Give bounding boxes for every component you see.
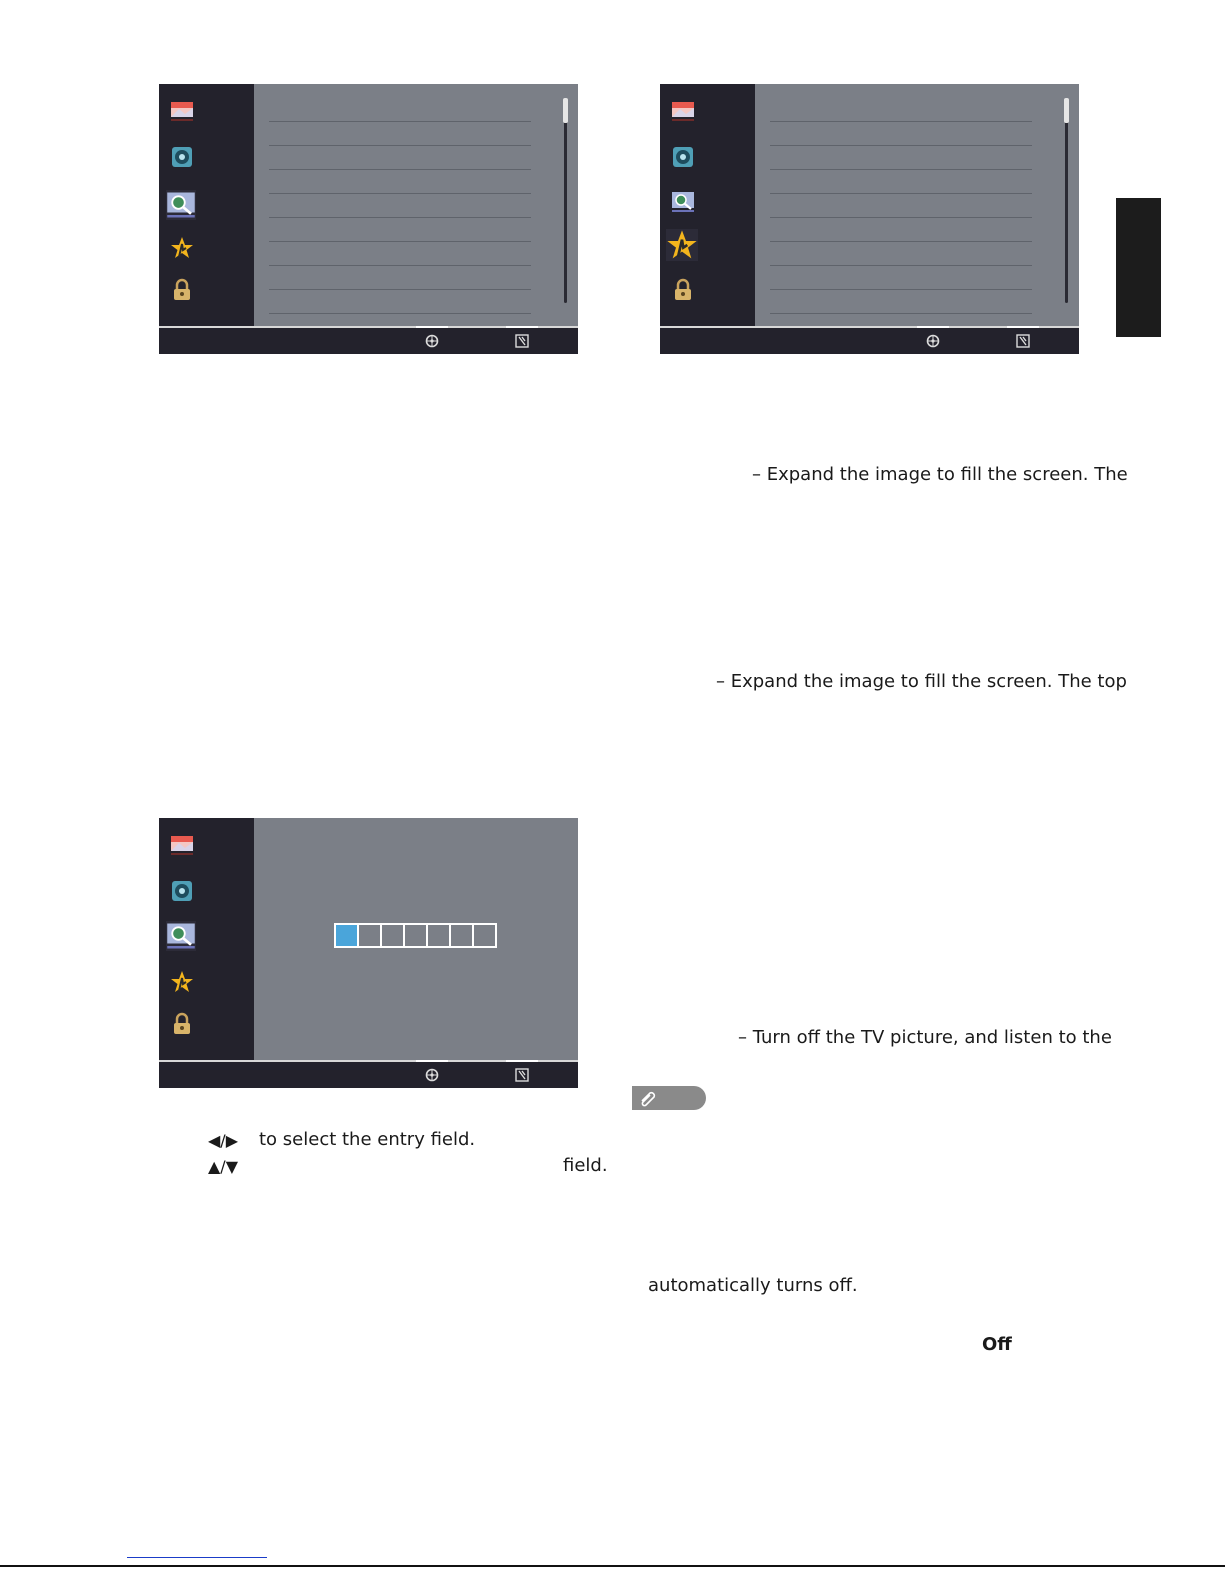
menu-row[interactable] <box>770 98 1032 122</box>
scrollbar-thumb[interactable] <box>563 98 568 123</box>
options-button[interactable] <box>416 326 448 354</box>
menu-row[interactable] <box>269 266 531 290</box>
scrollbar-thumb[interactable] <box>1064 98 1069 123</box>
turn-off-text: – Turn off the TV picture, and listen to the <box>738 1027 1112 1048</box>
menu-row[interactable] <box>269 170 531 194</box>
menu-screenshot-1 <box>159 84 578 354</box>
menu-row[interactable] <box>269 242 531 266</box>
menu-row[interactable] <box>770 218 1032 242</box>
menu-sidebar <box>660 84 755 328</box>
options-icon <box>425 1068 439 1082</box>
star-icon <box>170 236 194 260</box>
menu-sidebar <box>159 818 254 1062</box>
menu-bottom-bar <box>159 1060 578 1088</box>
footer-link-underline[interactable] <box>127 1557 267 1558</box>
note-badge <box>632 1086 706 1110</box>
screen-search-icon <box>166 921 196 951</box>
exit-button[interactable] <box>1007 326 1039 354</box>
menu-rows <box>770 98 1032 314</box>
lock-icon <box>671 278 695 302</box>
pin-entry-field[interactable] <box>334 923 497 948</box>
expand-text-1: – Expand the image to fill the screen. The <box>752 464 1128 485</box>
picture-icon <box>170 99 194 123</box>
options-icon <box>926 334 940 348</box>
pin-cell[interactable] <box>428 925 451 946</box>
auto-off-text: automatically turns off. <box>648 1275 858 1296</box>
pin-cell[interactable] <box>405 925 428 946</box>
scrollbar[interactable] <box>564 98 567 303</box>
picture-icon <box>170 833 194 857</box>
exit-icon <box>1016 334 1030 348</box>
menu-row[interactable] <box>269 98 531 122</box>
star-icon <box>666 229 698 261</box>
menu-row[interactable] <box>770 194 1032 218</box>
menu-bottom-bar <box>159 326 578 354</box>
picture-icon <box>671 99 695 123</box>
screen-search-icon <box>166 190 196 220</box>
exit-icon <box>515 1068 529 1082</box>
menu-screenshot-pin <box>159 818 578 1088</box>
audio-icon <box>170 145 194 169</box>
screen-search-icon <box>671 190 695 214</box>
menu-row[interactable] <box>770 122 1032 146</box>
exit-icon <box>515 334 529 348</box>
menu-row[interactable] <box>269 146 531 170</box>
menu-row[interactable] <box>269 122 531 146</box>
pin-cell[interactable] <box>451 925 474 946</box>
menu-row[interactable] <box>770 146 1032 170</box>
menu-row[interactable] <box>269 218 531 242</box>
audio-icon <box>671 145 695 169</box>
menu-sidebar <box>159 84 254 328</box>
select-entry-text: to select the entry field. <box>259 1129 476 1150</box>
options-button[interactable] <box>917 326 949 354</box>
menu-row[interactable] <box>269 290 531 314</box>
off-label: Off <box>982 1334 1012 1355</box>
audio-icon <box>170 879 194 903</box>
lock-icon <box>170 278 194 302</box>
left-right-arrows: ◀/▶ <box>208 1131 238 1150</box>
pin-cell[interactable] <box>382 925 405 946</box>
menu-row[interactable] <box>269 194 531 218</box>
menu-screenshot-2 <box>660 84 1079 354</box>
scrollbar[interactable] <box>1065 98 1068 303</box>
menu-row[interactable] <box>770 266 1032 290</box>
menu-row[interactable] <box>770 242 1032 266</box>
up-down-arrows: ▲/▼ <box>208 1157 238 1176</box>
exit-button[interactable] <box>506 326 538 354</box>
menu-row[interactable] <box>770 290 1032 314</box>
options-button[interactable] <box>416 1060 448 1088</box>
field-text: field. <box>563 1155 608 1176</box>
options-icon <box>425 334 439 348</box>
pin-cell[interactable] <box>336 925 359 946</box>
lock-icon <box>170 1012 194 1036</box>
chapter-tab <box>1116 198 1161 337</box>
menu-bottom-bar <box>660 326 1079 354</box>
exit-button[interactable] <box>506 1060 538 1088</box>
menu-rows <box>269 98 531 314</box>
menu-row[interactable] <box>770 170 1032 194</box>
pin-cell[interactable] <box>474 925 495 946</box>
paperclip-icon <box>638 1089 660 1107</box>
expand-text-2: – Expand the image to fill the screen. The top <box>716 671 1127 692</box>
pin-cell[interactable] <box>359 925 382 946</box>
star-icon <box>170 970 194 994</box>
footer-rule <box>0 1565 1225 1567</box>
